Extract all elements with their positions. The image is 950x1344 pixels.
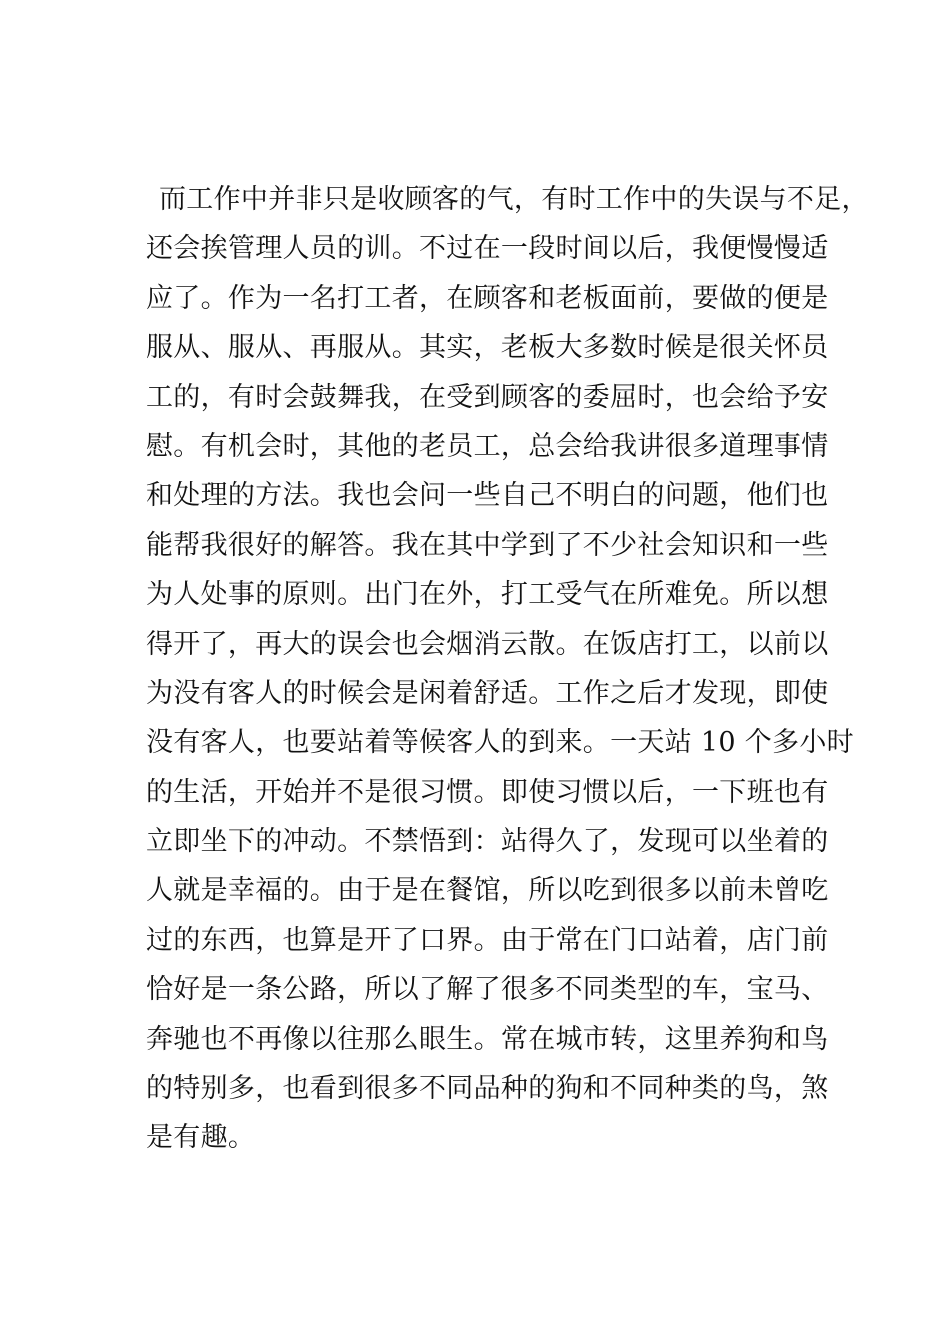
paragraph-line: 慰。有机会时，其他的老员工，总会给我讲很多道理事情 xyxy=(146,430,829,462)
paragraph-line: 奔驰也不再像以往那么眼生。常在城市转，这里养狗和鸟 xyxy=(146,1023,829,1055)
paragraph-line: 工的，有时会鼓舞我，在受到顾客的委屈时，也会给予安 xyxy=(146,381,829,413)
paragraph-line: 和处理的方法。我也会问一些自己不明白的问题，他们也 xyxy=(146,480,829,512)
paragraph-line: 恰好是一条公路，所以了解了很多不同类型的车，宝马、 xyxy=(146,974,829,1006)
paragraph-line: 没有客人，也要站着等候客人的到来。一天站 10 个多小时 xyxy=(146,727,854,759)
paragraph-line: 应了。作为一名打工者，在顾客和老板面前，要做的便是 xyxy=(146,282,829,314)
paragraph-line: 为人处事的原则。出门在外，打工受气在所难免。所以想 xyxy=(146,579,829,611)
paragraph-line: 人就是幸福的。由于是在餐馆，所以吃到很多以前未曾吃 xyxy=(146,875,829,907)
paragraph-line: 的特别多，也看到很多不同品种的狗和不同种类的鸟，煞 xyxy=(146,1073,829,1105)
paragraph-line: 得开了，再大的误会也会烟消云散。在饭店打工，以前以 xyxy=(146,628,829,660)
paragraph-line: 是有趣。 xyxy=(146,1122,256,1154)
paragraph-line: 能帮我很好的解答。我在其中学到了不少社会知识和一些 xyxy=(146,529,829,561)
paragraph-line: 而工作中并非只是收顾客的气，有时工作中的失误与不足， xyxy=(159,184,869,215)
paragraph-line: 为没有客人的时候会是闲着舒适。工作之后才发现，即使 xyxy=(146,677,829,709)
paragraph-line: 服从、服从、再服从。其实，老板大多数时候是很关怀员 xyxy=(146,332,829,364)
paragraph-line: 过的东西，也算是开了口界。由于常在门口站着，店门前 xyxy=(146,924,829,956)
paragraph-line: 的生活，开始并不是很习惯。即使习惯以后，一下班也有 xyxy=(146,776,829,808)
paragraph-line: 立即坐下的冲动。不禁悟到：站得久了，发现可以坐着的 xyxy=(146,826,829,858)
body-paragraph xyxy=(146,175,869,1163)
paragraph-line: 还会挨管理人员的训。不过在一段时间以后，我便慢慢适 xyxy=(146,233,829,265)
